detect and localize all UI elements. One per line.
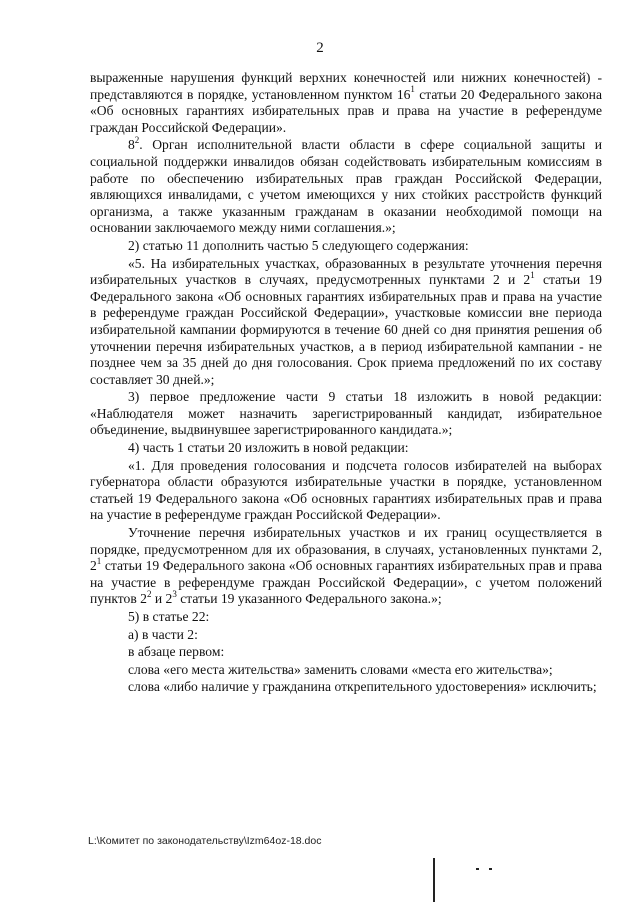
paragraph: $8^2$. Орган исполнительной власти области в сфере социальной защиты и социальной поддержки инвалидов обязан содействовать избирательным комиссиям в работе по обеспечению избирательных прав граждан Российской Федерации, являющихся инвалидами, с учетом имеющихся у них стойких расстройств функций организма, а также указанным гражданам в оказании необходимой помощи на основании заключаемого между ними соглашения.»; <box>90 134 602 236</box>
paragraph: а) в части 2: <box>128 626 198 642</box>
paragraph: 4) часть 1 статьи 20 изложить в новой редакции: <box>128 440 409 456</box>
page-number: 2 <box>316 40 324 56</box>
paragraph: Уточнение перечня избирательных участков и их границ осуществляется в порядке, предусмотренном для их образования, в случаях, установленных пунктами 2, $2^1$ статьи 19 Федерального закона «Об основных гарантиях избирательных прав и права на участие в референдуме граждан Российской Федерации», с учетом положений пунктов $2^2$ и $2^3$ статьи 19 указанного Федерального закона.»; <box>90 525 602 607</box>
paragraph: выраженные нарушения функций верхних конечностей или нижних конечностей) - представляются в порядке, установленном пунктом $16^1$ статьи 20 Федерального закона «Об основных гарантиях избирательных прав и права на участие в референдуме граждан Российской Федерации». <box>90 70 602 135</box>
paragraph: «5. На избирательных участках, образованных в результате уточнения перечня избирательных участков в случаях, предусмотренных пунктами 2 и $2^1$ статьи 19 Федерального закона «Об основных гарантиях избирательных прав и права на участие в референдуме граждан Российской Федерации», участковые комиссии вне периода избирательной кампании формируются в течение 60 дней со дня принятия решения об уточнении перечня избирательных участков, а в период избирательной кампании - не позднее чем за 35 дней до дня голосования. Срок приема предложений по их составу составляет 30 дней.»; <box>90 255 602 387</box>
scan-mark <box>433 858 435 902</box>
paragraph: в абзаце первом: <box>128 644 225 660</box>
paragraph: слова «его места жительства» заменить словами «места его жительства»; <box>128 661 553 677</box>
file-path-footer: L:\Комитет по законодательству\Izm64oz-18.doc <box>88 835 322 847</box>
paragraph: 3) первое предложение части 9 статьи 18 изложить в новой редакции: «Наблюдателя может назначить зарегистрированный кандидат, избирательное объединение, выдвинувшее зарегистрированного кандидата.»; <box>90 389 602 438</box>
paragraph: 2) статью 11 дополнить частью 5 следующего содержания: <box>128 237 469 253</box>
paragraph: 5) в статье 22: <box>128 609 210 624</box>
scan-dot <box>489 868 492 870</box>
paragraph: «1. Для проведения голосования и подсчета голосов избирателей на выборах губернатора области образуются избирательные участки в порядке, установленном статьей 19 Федерального закона «Об основных гарантиях избирательных прав и права на участие в референдуме граждан Российской Федерации». <box>90 457 602 523</box>
paragraph: слова «либо наличие у гражданина открепительного удостоверения» исключить; <box>128 679 597 695</box>
scan-dot <box>476 868 479 870</box>
document-body <box>90 70 602 697</box>
